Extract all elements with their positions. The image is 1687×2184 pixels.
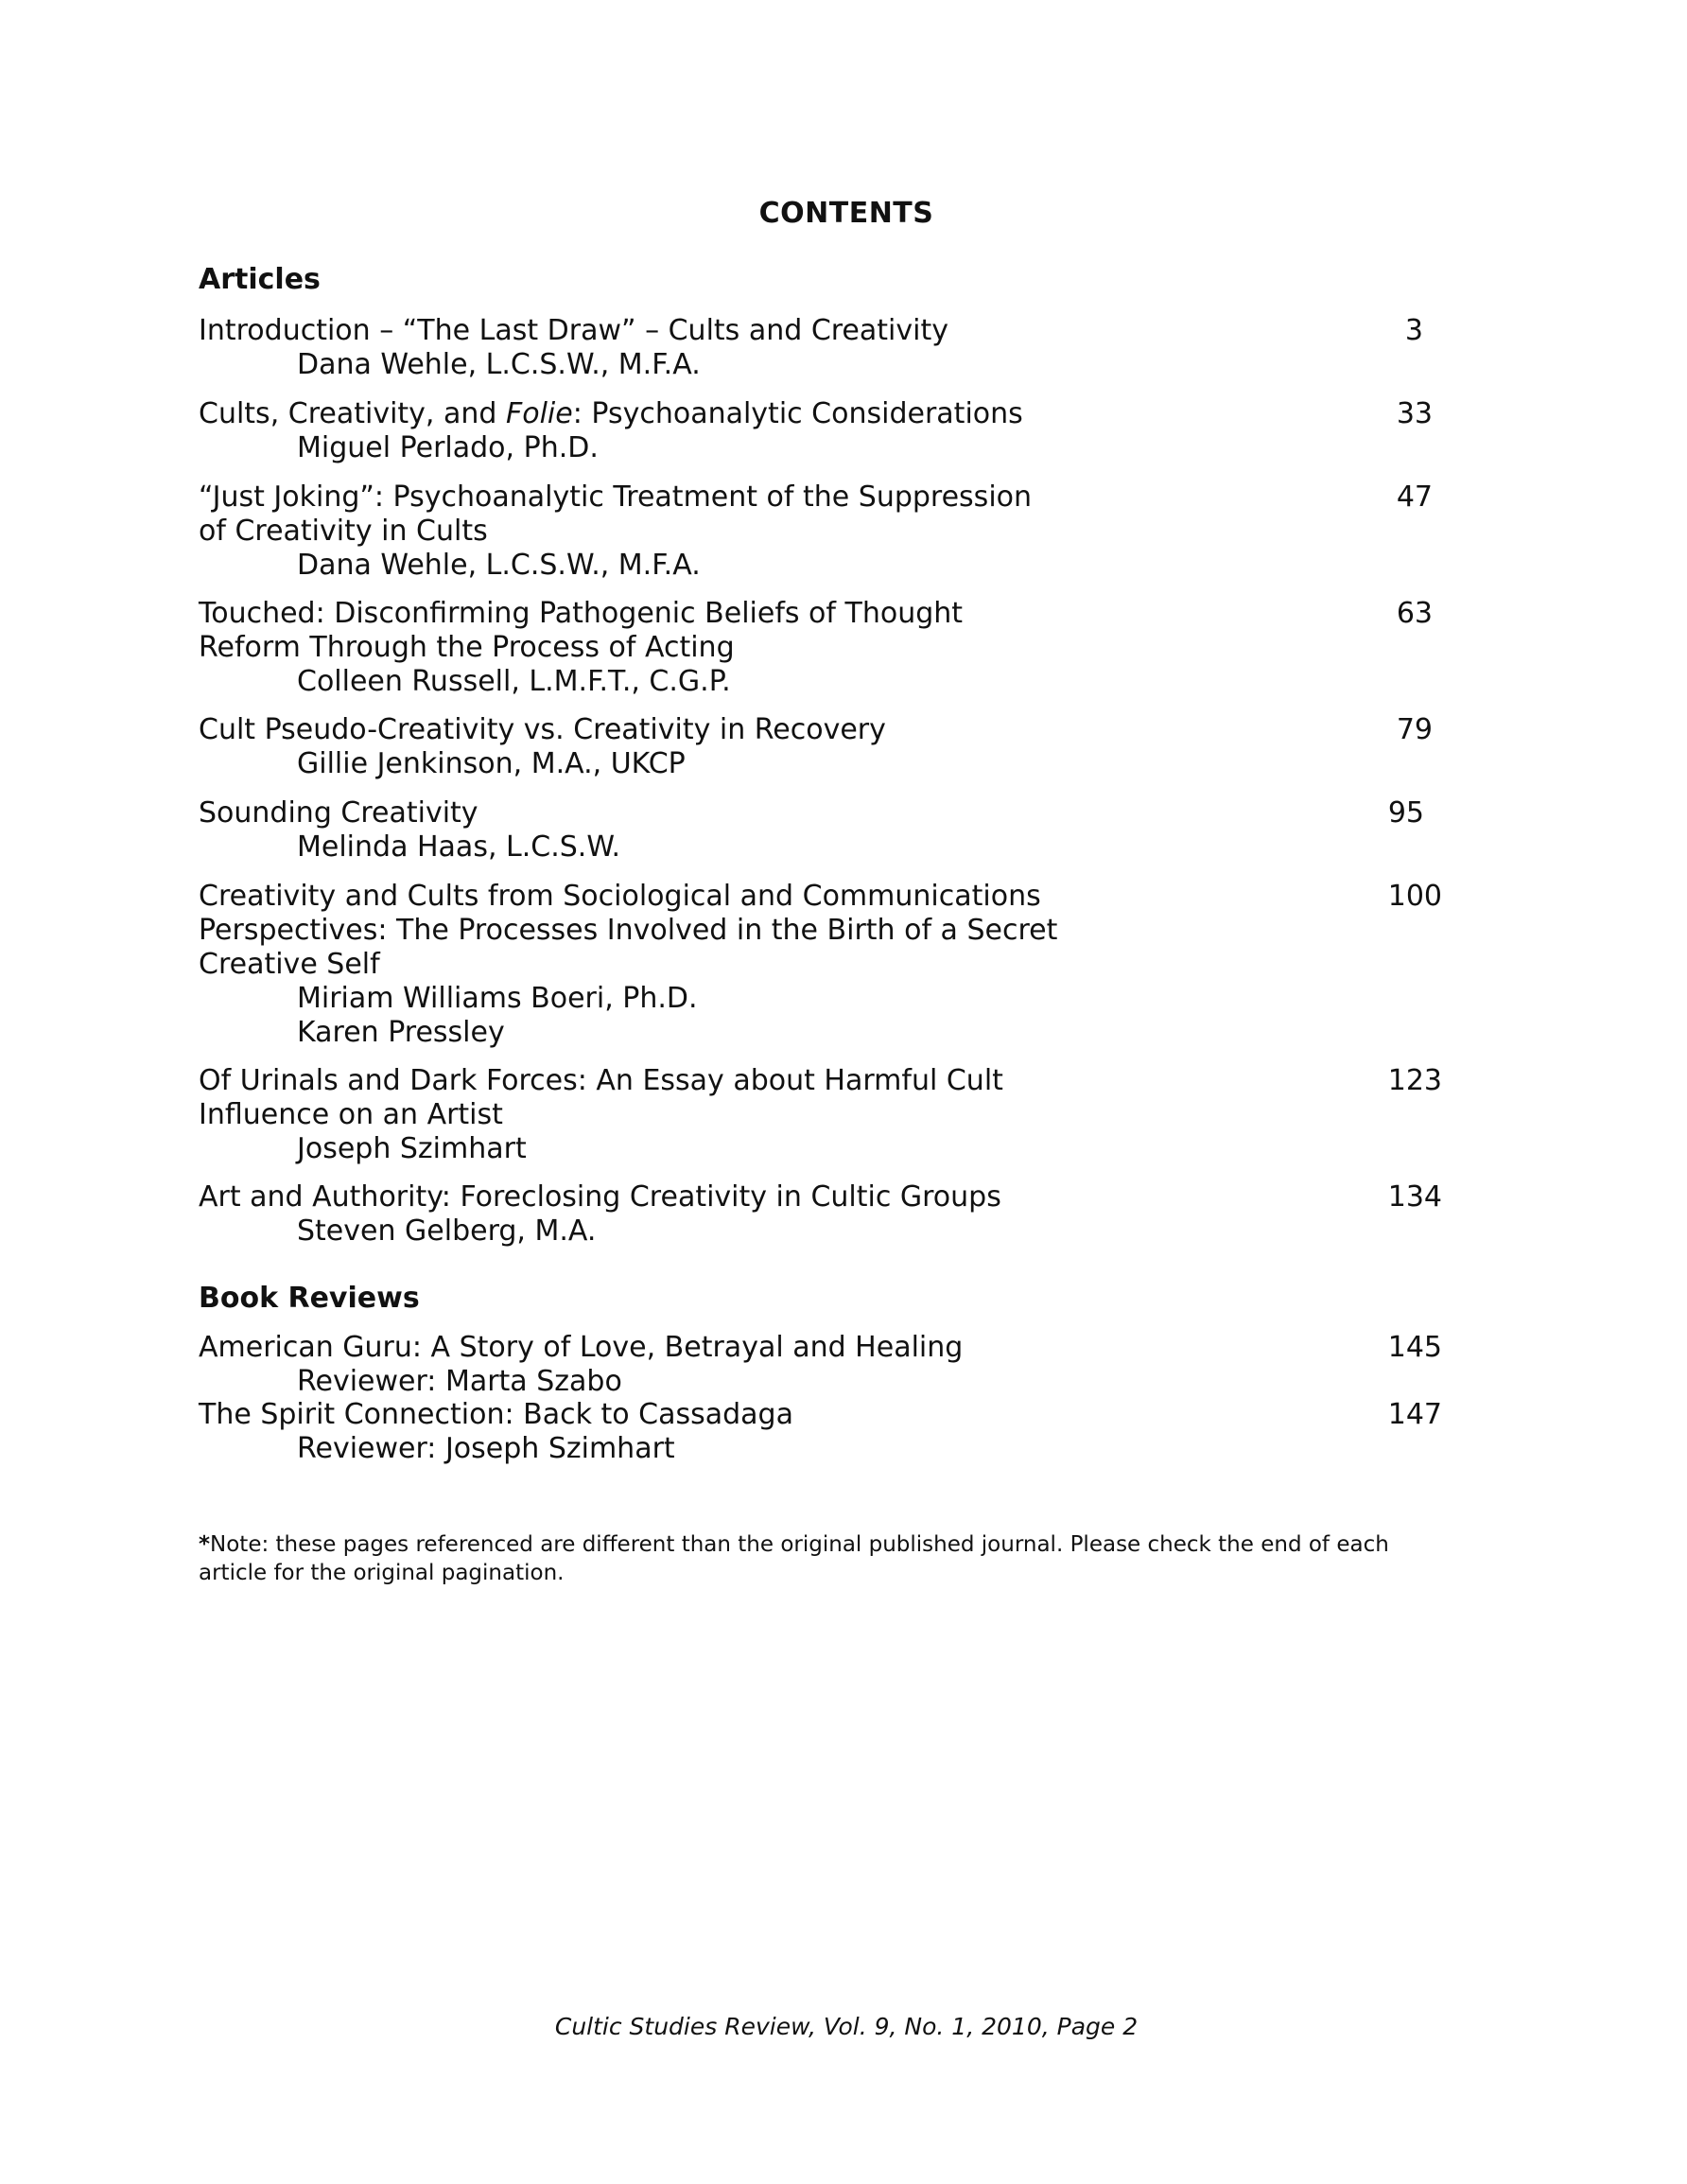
entry-title <box>199 397 1494 431</box>
entry-page-number: 100 <box>1387 880 1442 913</box>
entry-page-number: 47 <box>1396 480 1433 514</box>
entry-title: The Spirit Connection: Back to Cassadaga <box>199 1398 793 1431</box>
entry-title: Sounding Creativity <box>199 796 478 830</box>
toc-entry[interactable] <box>199 480 1494 583</box>
pagination-note <box>199 1530 1447 1587</box>
articles-heading: Articles <box>199 263 321 296</box>
entry-page-number: 147 <box>1387 1398 1442 1431</box>
entry-author: Melinda Haas, L.C.S.W. <box>297 830 621 864</box>
page-title: CONTENTS <box>758 197 934 230</box>
entry-title-cont: Reform Through the Process of Acting <box>199 631 735 664</box>
entry-page-number: 79 <box>1396 713 1433 746</box>
book-reviews-heading: Book Reviews <box>199 1282 420 1315</box>
toc-entry[interactable] <box>199 314 1494 382</box>
entry-title: American Guru: A Story of Love, Betrayal and Healing <box>199 1331 964 1364</box>
toc-entry[interactable] <box>199 597 1494 699</box>
entry-author: Dana Wehle, L.C.S.W., M.F.A. <box>297 549 701 582</box>
entry-title-text: Cults, Creativity, and Folie: Psychoanalytic Considerations <box>199 397 1023 430</box>
entry-page-number: 134 <box>1387 1180 1442 1214</box>
entry-page-number: 33 <box>1396 397 1433 430</box>
entry-author: Colleen Russell, L.M.F.T., C.G.P. <box>297 665 731 698</box>
entry-author: Gillie Jenkinson, M.A., UKCP <box>297 747 686 780</box>
toc-entry[interactable] <box>199 1398 1494 1466</box>
entry-reviewer: Reviewer: Marta Szabo <box>297 1365 622 1398</box>
toc-entry[interactable] <box>199 880 1494 1050</box>
entry-author: Steven Gelberg, M.A. <box>297 1214 597 1248</box>
page-footer: Cultic Studies Review, Vol. 9, No. 1, 2010, Page 2 <box>554 2013 1139 2040</box>
note-text: Note: these pages referenced are different than the original published journal. Please check the end of each article for the original pagination. <box>199 1532 1389 1585</box>
entry-author: Dana Wehle, L.C.S.W., M.F.A. <box>297 348 701 381</box>
entry-page-number: 145 <box>1387 1331 1442 1364</box>
toc-entry[interactable] <box>199 1180 1494 1249</box>
entry-title: Cult Pseudo-Creativity vs. Creativity in Recovery <box>199 713 886 746</box>
entry-author: Joseph Szimhart <box>297 1132 527 1165</box>
entry-reviewer: Reviewer: Joseph Szimhart <box>297 1432 675 1465</box>
entry-title-cont: of Creativity in Cults <box>199 515 488 548</box>
entry-author: Miguel Perlado, Ph.D. <box>297 431 599 464</box>
entry-page-number: 95 <box>1387 796 1424 830</box>
toc-entry[interactable] <box>199 1331 1494 1399</box>
entry-page-number: 3 <box>1404 314 1423 347</box>
note-marker: * <box>199 1532 211 1557</box>
entry-title-cont: Influence on an Artist <box>199 1098 503 1131</box>
toc-entry[interactable] <box>199 397 1494 465</box>
entry-page-number: 63 <box>1396 597 1433 630</box>
entry-title-cont: Creative Self <box>199 948 380 981</box>
entry-title-cont: Perspectives: The Processes Involved in the Birth of a Secret <box>199 914 1058 947</box>
toc-entry[interactable] <box>199 1064 1494 1166</box>
entry-title: Of Urinals and Dark Forces: An Essay about Harmful Cult <box>199 1064 1003 1097</box>
entry-title: Touched: Disconfirming Pathogenic Beliefs of Thought <box>199 597 964 630</box>
entry-author: Karen Pressley <box>297 1016 505 1049</box>
entry-title: Art and Authority: Foreclosing Creativity in Cultic Groups <box>199 1180 1001 1214</box>
entry-page-number: 123 <box>1387 1064 1442 1097</box>
toc-entry[interactable] <box>199 713 1494 781</box>
toc-entry[interactable] <box>199 796 1494 865</box>
entry-title: Introduction – “The Last Draw” – Cults and Creativity <box>199 314 948 347</box>
entry-author: Miriam Williams Boeri, Ph.D. <box>297 982 698 1015</box>
entry-title: Creativity and Cults from Sociological and Communications <box>199 880 1041 913</box>
entry-title: “Just Joking”: Psychoanalytic Treatment of the Suppression <box>199 480 1033 514</box>
